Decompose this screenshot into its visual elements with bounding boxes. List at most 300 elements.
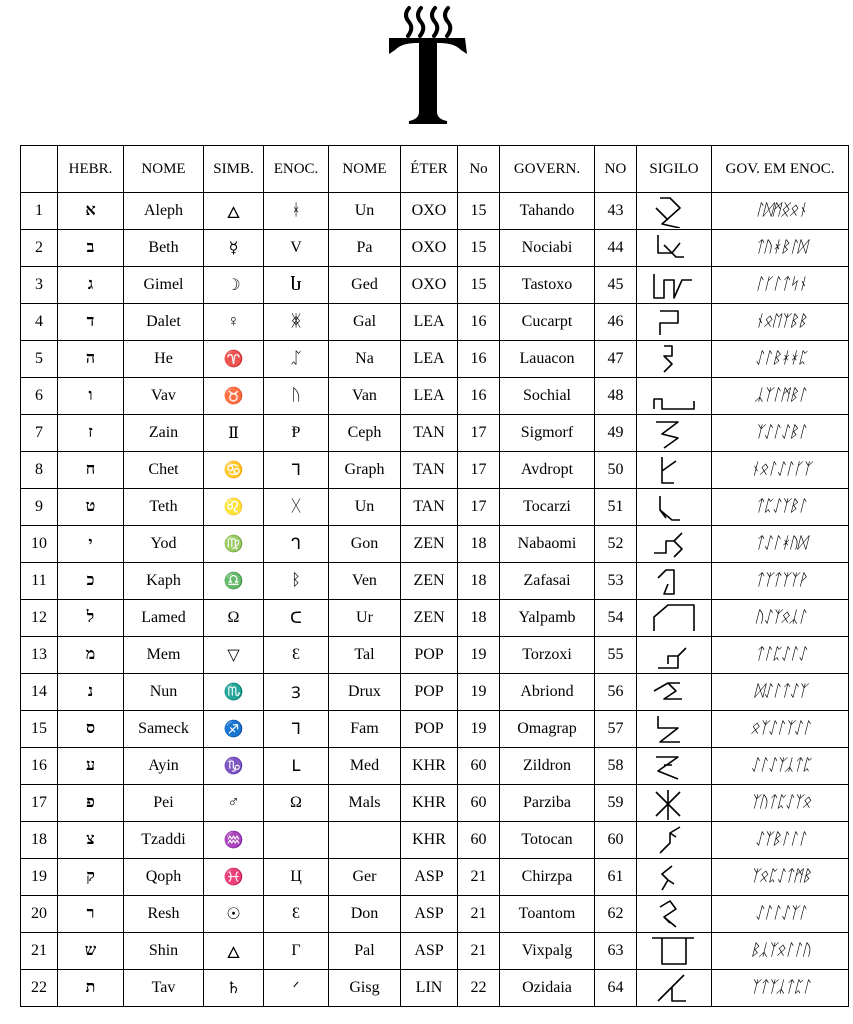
row-number: 20: [21, 896, 58, 933]
col-header-govern: GOVERN.: [500, 146, 595, 193]
aether-code: ASP: [401, 933, 458, 970]
row-number: 3: [21, 267, 58, 304]
governor-enochian: ᛏᛉᛏᛉᛉᚹ: [712, 563, 849, 600]
sigil-6-icon: [644, 379, 704, 413]
governor-name: Toantom: [500, 896, 595, 933]
hebrew-letter: ש: [58, 933, 124, 970]
sigil-22-icon: [644, 971, 704, 1005]
letter-name: Ayin: [124, 748, 204, 785]
table-row: [21, 526, 849, 563]
letter-name: Qoph: [124, 859, 204, 896]
hebrew-letter: ז: [58, 415, 124, 452]
sigil-cell: [637, 822, 712, 859]
enochian-name: Gisg: [329, 970, 401, 1007]
row-number: 10: [21, 526, 58, 563]
hebrew-letter: ט: [58, 489, 124, 526]
table-row: [21, 785, 849, 822]
governor-number: 53: [595, 563, 637, 600]
aether-number: 15: [458, 230, 500, 267]
hebrew-letter: פ: [58, 785, 124, 822]
governor-number: 52: [595, 526, 637, 563]
aether-number: 60: [458, 822, 500, 859]
sigil-cell: [637, 933, 712, 970]
governor-name: Ozidaia: [500, 970, 595, 1007]
enochian-letter: ᒣ: [264, 452, 329, 489]
table-row: [21, 230, 849, 267]
hebrew-letter: ח: [58, 452, 124, 489]
astro-symbol: ▽: [204, 637, 264, 674]
enochian-name: Ceph: [329, 415, 401, 452]
hebrew-letter: ק: [58, 859, 124, 896]
hebrew-letter: ג: [58, 267, 124, 304]
table-row: [21, 193, 849, 230]
governor-number: 49: [595, 415, 637, 452]
row-number: 13: [21, 637, 58, 674]
letter-name: Vav: [124, 378, 204, 415]
col-header-no: No: [458, 146, 500, 193]
governor-enochian: ᛇᛚᛒᚼᚼᛈ: [712, 341, 849, 378]
governor-enochian: ᚾᛟᛖᛉᛒᛒ: [712, 304, 849, 341]
row-number: 19: [21, 859, 58, 896]
astro-symbol: Ω: [204, 600, 264, 637]
astro-symbol: 🜂: [204, 933, 264, 970]
aether-number: 21: [458, 859, 500, 896]
table-row: [21, 859, 849, 896]
header: [0, 0, 853, 140]
governor-name: Totocan: [500, 822, 595, 859]
table-row: [21, 637, 849, 674]
aether-number: 16: [458, 304, 500, 341]
governor-number: 59: [595, 785, 637, 822]
letter-name: Gimel: [124, 267, 204, 304]
sigil-3-icon: [644, 268, 704, 302]
letter-name: Shin: [124, 933, 204, 970]
row-number: 6: [21, 378, 58, 415]
table-body: [21, 193, 849, 1007]
governor-name: Chirzpa: [500, 859, 595, 896]
aether-number: 18: [458, 526, 500, 563]
enochian-letter: [264, 822, 329, 859]
governor-enochian: ᛇᛚᛚᛇᛉᛚ: [712, 896, 849, 933]
sigil-cell: [637, 526, 712, 563]
governor-number: 60: [595, 822, 637, 859]
governor-number: 58: [595, 748, 637, 785]
governor-enochian: ᛉᛏᛉᛣᛏᛈᛚ: [712, 970, 849, 1007]
enochian-letter: ᒉ: [264, 526, 329, 563]
enochian-name: Na: [329, 341, 401, 378]
letter-name: Chet: [124, 452, 204, 489]
hebrew-letter: ד: [58, 304, 124, 341]
astro-symbol: ♄: [204, 970, 264, 1007]
hebrew-letter: ת: [58, 970, 124, 1007]
astro-symbol: Ⅱ: [204, 415, 264, 452]
table-row: [21, 600, 849, 637]
governor-number: 45: [595, 267, 637, 304]
governor-name: Torzoxi: [500, 637, 595, 674]
governor-name: Vixpalg: [500, 933, 595, 970]
governor-name: Tocarzi: [500, 489, 595, 526]
letter-name: Sameck: [124, 711, 204, 748]
letter-name: Dalet: [124, 304, 204, 341]
aether-code: TAN: [401, 489, 458, 526]
table-row: [21, 970, 849, 1007]
governor-enochian: ᛇᛚᛇᛉᛣᛏᛈ: [712, 748, 849, 785]
governor-enochian: ᚢᛇᛉᛟᛣᛚ: [712, 600, 849, 637]
enochian-name: Tal: [329, 637, 401, 674]
table-row: [21, 822, 849, 859]
sigil-8-icon: [644, 453, 704, 487]
sigil-cell: [637, 415, 712, 452]
governor-number: 62: [595, 896, 637, 933]
enochian-name: Ven: [329, 563, 401, 600]
enochian-name: Van: [329, 378, 401, 415]
col-header-num: [21, 146, 58, 193]
hebrew-letter: ס: [58, 711, 124, 748]
hebrew-letter: צ: [58, 822, 124, 859]
astro-symbol: ♍: [204, 526, 264, 563]
astro-symbol: ♏: [204, 674, 264, 711]
aether-code: LEA: [401, 341, 458, 378]
sigil-cell: [637, 896, 712, 933]
aether-code: KHR: [401, 748, 458, 785]
enochian-letter: ᛤ: [264, 304, 329, 341]
enochian-letter: ᒣ: [264, 711, 329, 748]
governor-enochian: ᛉᚢᛏᛈᛇᛉᛟ: [712, 785, 849, 822]
aether-code: OXO: [401, 267, 458, 304]
row-number: 9: [21, 489, 58, 526]
enochian-letter: Ⴑ: [264, 267, 329, 304]
governor-number: 44: [595, 230, 637, 267]
enochian-letter: ᑕ: [264, 600, 329, 637]
astro-symbol: ♉: [204, 378, 264, 415]
hebrew-letter: כ: [58, 563, 124, 600]
enochian-letter: ᚼ: [264, 193, 329, 230]
enochian-letter: ᚢ: [264, 378, 329, 415]
governor-name: Parziba: [500, 785, 595, 822]
aether-number: 60: [458, 748, 500, 785]
enochian-letter: ᒪ: [264, 748, 329, 785]
governor-name: Nabaomi: [500, 526, 595, 563]
aether-number: 18: [458, 600, 500, 637]
table-row: [21, 896, 849, 933]
governor-name: Sochial: [500, 378, 595, 415]
governor-number: 57: [595, 711, 637, 748]
governor-name: Abriond: [500, 674, 595, 711]
governor-number: 50: [595, 452, 637, 489]
hebrew-letter: ה: [58, 341, 124, 378]
aether-number: 17: [458, 452, 500, 489]
enochian-name: Don: [329, 896, 401, 933]
governor-name: Zildron: [500, 748, 595, 785]
sigil-cell: [637, 600, 712, 637]
governor-number: 48: [595, 378, 637, 415]
enochian-letter: Ц: [264, 859, 329, 896]
aether-code: ZEN: [401, 600, 458, 637]
enochian-name: Ged: [329, 267, 401, 304]
aether-code: POP: [401, 711, 458, 748]
sigil-cell: [637, 489, 712, 526]
hebrew-letter: ל: [58, 600, 124, 637]
row-number: 18: [21, 822, 58, 859]
aether-number: 22: [458, 970, 500, 1007]
table-row: [21, 489, 849, 526]
aether-number: 15: [458, 267, 500, 304]
aether-code: ASP: [401, 859, 458, 896]
governor-enochian: ᛏᛇᛚᚼᚢᛞ: [712, 526, 849, 563]
hebrew-letter: ר: [58, 896, 124, 933]
table-row: [21, 563, 849, 600]
enochian-name: Fam: [329, 711, 401, 748]
enochian-name: Pal: [329, 933, 401, 970]
row-number: 2: [21, 230, 58, 267]
table-row: [21, 304, 849, 341]
astro-symbol: ♐: [204, 711, 264, 748]
enochian-name: Gon: [329, 526, 401, 563]
row-number: 17: [21, 785, 58, 822]
enochian-letter: Ɜ: [264, 674, 329, 711]
governor-name: Avdropt: [500, 452, 595, 489]
aether-code: ZEN: [401, 563, 458, 600]
governor-enochian: ᚾᛟᛚᛇᛚᚴᛉ: [712, 452, 849, 489]
governor-enochian: ᛒᛣᛉᛟᛚᛚᚢ: [712, 933, 849, 970]
enochian-letter: Γ: [264, 933, 329, 970]
enochian-name: [329, 822, 401, 859]
header-row: [21, 146, 849, 193]
letter-name: Kaph: [124, 563, 204, 600]
aether-code: POP: [401, 674, 458, 711]
astro-symbol: ♑: [204, 748, 264, 785]
sigil-cell: [637, 859, 712, 896]
sigil-18-icon: [644, 823, 704, 857]
letter-name: Zain: [124, 415, 204, 452]
governor-name: Cucarpt: [500, 304, 595, 341]
sigil-19-icon: [644, 860, 704, 894]
sigil-21-icon: [644, 934, 704, 968]
enochian-name: Un: [329, 489, 401, 526]
row-number: 4: [21, 304, 58, 341]
sigil-cell: [637, 193, 712, 230]
row-number: 21: [21, 933, 58, 970]
astro-symbol: ♀: [204, 304, 264, 341]
table-row: [21, 748, 849, 785]
astro-symbol: ♌: [204, 489, 264, 526]
aether-number: 60: [458, 785, 500, 822]
governor-name: Zafasai: [500, 563, 595, 600]
governor-enochian: ᛏᛚᛈᛇᛚᛇ: [712, 637, 849, 674]
letter-name: Yod: [124, 526, 204, 563]
governor-name: Tahando: [500, 193, 595, 230]
aether-code: ZEN: [401, 526, 458, 563]
tau-logo-icon: [385, 0, 470, 125]
governor-enochian: ᛉᛟᛈᛇᛏᛗᛒ: [712, 859, 849, 896]
enochian-letter: Ω: [264, 785, 329, 822]
aether-code: KHR: [401, 822, 458, 859]
sigil-cell: [637, 341, 712, 378]
col-header-sigilo: SIGILO: [637, 146, 712, 193]
hebrew-letter: מ: [58, 637, 124, 674]
governor-name: Yalpamb: [500, 600, 595, 637]
enochian-letter: Ɛ: [264, 637, 329, 674]
sigil-12-icon: [644, 601, 704, 635]
sigil-cell: [637, 563, 712, 600]
astro-symbol: ♓: [204, 859, 264, 896]
letter-name: He: [124, 341, 204, 378]
row-number: 14: [21, 674, 58, 711]
aether-code: OXO: [401, 193, 458, 230]
table-row: [21, 341, 849, 378]
aether-code: KHR: [401, 785, 458, 822]
hebrew-letter: ע: [58, 748, 124, 785]
aether-code: LIN: [401, 970, 458, 1007]
table-row: [21, 415, 849, 452]
letter-name: Lamed: [124, 600, 204, 637]
col-header-hebr: HEBR.: [58, 146, 124, 193]
sigil-cell: [637, 304, 712, 341]
governor-enochian: ᛏᚢᚼᛒᛚᛞ: [712, 230, 849, 267]
col-header-gov-em-enoc: GOV. EM ENOC.: [712, 146, 849, 193]
governor-name: Nociabi: [500, 230, 595, 267]
table-row: [21, 267, 849, 304]
astro-symbol: ☽: [204, 267, 264, 304]
correspondence-table: [20, 145, 849, 1007]
sigil-17-icon: [644, 786, 704, 820]
sigil-cell: [637, 452, 712, 489]
letter-name: Pei: [124, 785, 204, 822]
enochian-name: Ur: [329, 600, 401, 637]
col-header-no2: NO: [595, 146, 637, 193]
governor-name: Tastoxo: [500, 267, 595, 304]
enochian-letter: ᚷ: [264, 489, 329, 526]
sigil-4-icon: [644, 305, 704, 339]
aether-number: 19: [458, 637, 500, 674]
aether-code: TAN: [401, 415, 458, 452]
aether-number: 19: [458, 674, 500, 711]
aether-number: 16: [458, 341, 500, 378]
enochian-letter: V: [264, 230, 329, 267]
sigil-2-icon: [644, 231, 704, 265]
letter-name: Tav: [124, 970, 204, 1007]
letter-name: Teth: [124, 489, 204, 526]
row-number: 22: [21, 970, 58, 1007]
enochian-name: Graph: [329, 452, 401, 489]
sigil-cell: [637, 674, 712, 711]
sigil-cell: [637, 970, 712, 1007]
enochian-name: Drux: [329, 674, 401, 711]
letter-name: Aleph: [124, 193, 204, 230]
enochian-letter: ᛢ: [264, 341, 329, 378]
row-number: 1: [21, 193, 58, 230]
aether-code: POP: [401, 637, 458, 674]
sigil-11-icon: [644, 564, 704, 598]
letter-name: Tzaddi: [124, 822, 204, 859]
enochian-letter: ᛒ: [264, 563, 329, 600]
hebrew-letter: א: [58, 193, 124, 230]
letter-name: Beth: [124, 230, 204, 267]
governor-number: 63: [595, 933, 637, 970]
sigil-cell: [637, 711, 712, 748]
col-header-nome: NOME: [124, 146, 204, 193]
governor-enochian: ᛚᚴᛚᛏᛋᚾ: [712, 267, 849, 304]
sigil-16-icon: [644, 749, 704, 783]
governor-enochian: ᛚᛞᛗᛝᛟᚾ: [712, 193, 849, 230]
aether-number: 19: [458, 711, 500, 748]
sigil-20-icon: [644, 897, 704, 931]
sigil-cell: [637, 637, 712, 674]
hebrew-letter: ב: [58, 230, 124, 267]
row-number: 11: [21, 563, 58, 600]
letter-name: Mem: [124, 637, 204, 674]
aether-number: 16: [458, 378, 500, 415]
sigil-cell: [637, 267, 712, 304]
sigil-cell: [637, 378, 712, 415]
sigil-cell: [637, 230, 712, 267]
governor-enochian: ᛏᛈᛇᛉᛒᛚ: [712, 489, 849, 526]
col-header-nome2: NOME: [329, 146, 401, 193]
sigil-5-icon: [644, 342, 704, 376]
astro-symbol: ♈: [204, 341, 264, 378]
enochian-name: Un: [329, 193, 401, 230]
sigil-7-icon: [644, 416, 704, 450]
aether-code: LEA: [401, 304, 458, 341]
governor-number: 55: [595, 637, 637, 674]
enochian-letter: Ɛ: [264, 896, 329, 933]
governor-number: 64: [595, 970, 637, 1007]
governor-enochian: ᛇᛉᛒᛚᛚᛚ: [712, 822, 849, 859]
governor-enochian: ᛉᛇᛚᛇᛒᛚ: [712, 415, 849, 452]
sigil-cell: [637, 785, 712, 822]
aether-code: ASP: [401, 896, 458, 933]
aether-number: 18: [458, 563, 500, 600]
hebrew-letter: י: [58, 526, 124, 563]
governor-enochian: ᛣᛉᛚᛗᛒᛚ: [712, 378, 849, 415]
astro-symbol: ♎: [204, 563, 264, 600]
enochian-name: Mals: [329, 785, 401, 822]
row-number: 12: [21, 600, 58, 637]
governor-name: Omagrap: [500, 711, 595, 748]
table-row: [21, 452, 849, 489]
enochian-name: Ger: [329, 859, 401, 896]
letter-name: Nun: [124, 674, 204, 711]
governor-number: 47: [595, 341, 637, 378]
row-number: 8: [21, 452, 58, 489]
row-number: 5: [21, 341, 58, 378]
table-row: [21, 674, 849, 711]
aether-number: 15: [458, 193, 500, 230]
astro-symbol: ☿: [204, 230, 264, 267]
astro-symbol: ♒: [204, 822, 264, 859]
aether-code: OXO: [401, 230, 458, 267]
aether-number: 21: [458, 933, 500, 970]
astro-symbol: ♂: [204, 785, 264, 822]
enochian-name: Gal: [329, 304, 401, 341]
governor-name: Sigmorf: [500, 415, 595, 452]
aether-number: 21: [458, 896, 500, 933]
governor-number: 43: [595, 193, 637, 230]
sigil-14-icon: [644, 675, 704, 709]
hebrew-letter: נ: [58, 674, 124, 711]
sigil-10-icon: [644, 527, 704, 561]
enochian-name: Med: [329, 748, 401, 785]
astro-symbol: 🜂: [204, 193, 264, 230]
governor-enochian: ᛟᛉᛇᛚᛉᛇᛚ: [712, 711, 849, 748]
governor-number: 51: [595, 489, 637, 526]
governor-name: Lauacon: [500, 341, 595, 378]
row-number: 16: [21, 748, 58, 785]
col-header-simb: SIMB.: [204, 146, 264, 193]
governor-number: 46: [595, 304, 637, 341]
governor-enochian: ᛞᛇᛚᛏᛇᛉ: [712, 674, 849, 711]
table-row: [21, 711, 849, 748]
